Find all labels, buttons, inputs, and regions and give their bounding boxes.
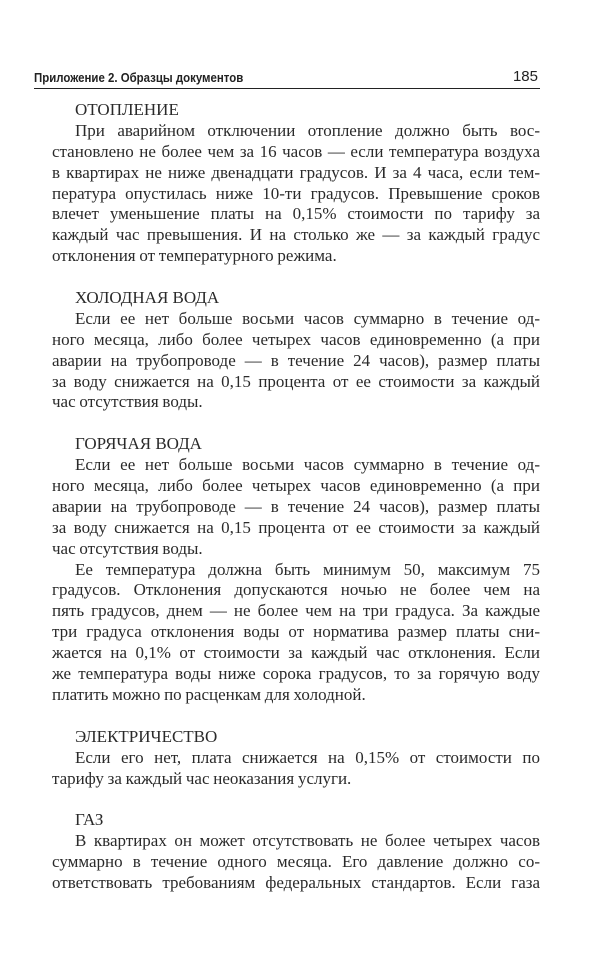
running-header xyxy=(34,68,540,89)
paragraph xyxy=(52,309,540,413)
page-number: 185 xyxy=(512,68,538,85)
text-line: аварии на трубопроводе — в течение 24 часов), размер платы xyxy=(52,350,540,370)
text-line: три градуса отклонения воды от норматива размер платы сни- xyxy=(52,622,540,642)
section-spacer xyxy=(52,789,540,810)
text-line: жается на 0,1% от стоимости за каждый час отклонения. Если xyxy=(52,643,540,663)
section-spacer xyxy=(52,413,540,434)
section xyxy=(52,288,540,413)
section-heading: ЭЛЕКТРИЧЕСТВО xyxy=(75,726,218,746)
text-line: аварии на трубопроводе — в течение 24 часов), размер платы xyxy=(52,496,540,516)
text-line: пять градусов, днем — не более чем на три градуса. За каждые xyxy=(52,601,540,621)
section-heading: ГАЗ xyxy=(75,810,104,830)
text-line: становлено не более чем за 16 часов — если температура воздуха xyxy=(52,141,540,161)
text-line: час отсутствия воды. xyxy=(52,538,203,558)
paragraph xyxy=(52,121,540,267)
text-line: суммарно в течение одного месяца. Его давление должно со- xyxy=(52,852,540,872)
paragraph xyxy=(52,748,540,790)
text-line: платить можно по расценкам для холодной. xyxy=(52,684,366,704)
section-heading: ХОЛОДНАЯ ВОДА xyxy=(75,288,220,308)
text-line: Если ее нет больше восьми часов суммарно в течение од- xyxy=(75,308,540,328)
text-line: за воду снижается на 0,15 процента от ее стоимости за каждый xyxy=(52,371,540,391)
text-line: каждый час превышения. И на столько же — за каждый градус xyxy=(52,225,540,245)
text-line: влечет уменьшение платы на 0,15% стоимости по тарифу за xyxy=(52,204,540,224)
section xyxy=(52,727,540,790)
text-line: за воду снижается на 0,15 процента от ее стоимости за каждый xyxy=(52,517,540,537)
text-line: Ее температура должна быть минимум 50, максимум 75 xyxy=(75,559,540,579)
section-spacer xyxy=(52,706,540,727)
text-line: отклонения от температурного режима. xyxy=(52,246,337,266)
section xyxy=(52,434,540,706)
section-heading: ГОРЯЧАЯ ВОДА xyxy=(75,434,202,454)
text-line: в квартирах не ниже двенадцати градусов. И за 4 часа, если тем- xyxy=(52,162,540,182)
text-line: тарифу за каждый час неоказания услуги. xyxy=(52,768,352,788)
paragraph xyxy=(52,831,540,894)
section-heading: ОТОПЛЕНИЕ xyxy=(75,100,179,119)
text-line: В квартирах он может отсутствовать не более четырех часов xyxy=(75,831,540,851)
text-line: же температура воды ниже сорока градусов, то за горячую воду xyxy=(52,664,540,684)
section-spacer xyxy=(52,267,540,288)
section xyxy=(52,810,540,894)
running-header-title: Приложение 2. Образцы документов xyxy=(34,70,244,85)
text-line: ного месяца, либо более четырех часов единовременно (а при xyxy=(52,476,540,496)
text-line: градусов. Отклонения допускаются ночью не более чем на xyxy=(52,580,540,600)
paragraph xyxy=(52,560,540,706)
text-line: Если ее нет больше восьми часов суммарно в течение од- xyxy=(75,455,540,475)
text-line: ного месяца, либо более четырех часов единовременно (а при xyxy=(52,329,540,349)
text-line: Если его нет, плата снижается на 0,15% от стоимости по xyxy=(75,747,540,767)
text-line: пература опустилась ниже 10-ти градусов. Превышение сроков xyxy=(52,183,540,203)
text-line: час отсутствия воды. xyxy=(52,392,203,412)
text-line: ответствовать требованиям федеральных стандартов. Если газа xyxy=(52,872,540,892)
paragraph xyxy=(52,455,540,559)
text-line: При аварийном отключении отопление должно быть вос- xyxy=(75,120,540,140)
section xyxy=(52,100,540,267)
page-body xyxy=(52,100,540,894)
